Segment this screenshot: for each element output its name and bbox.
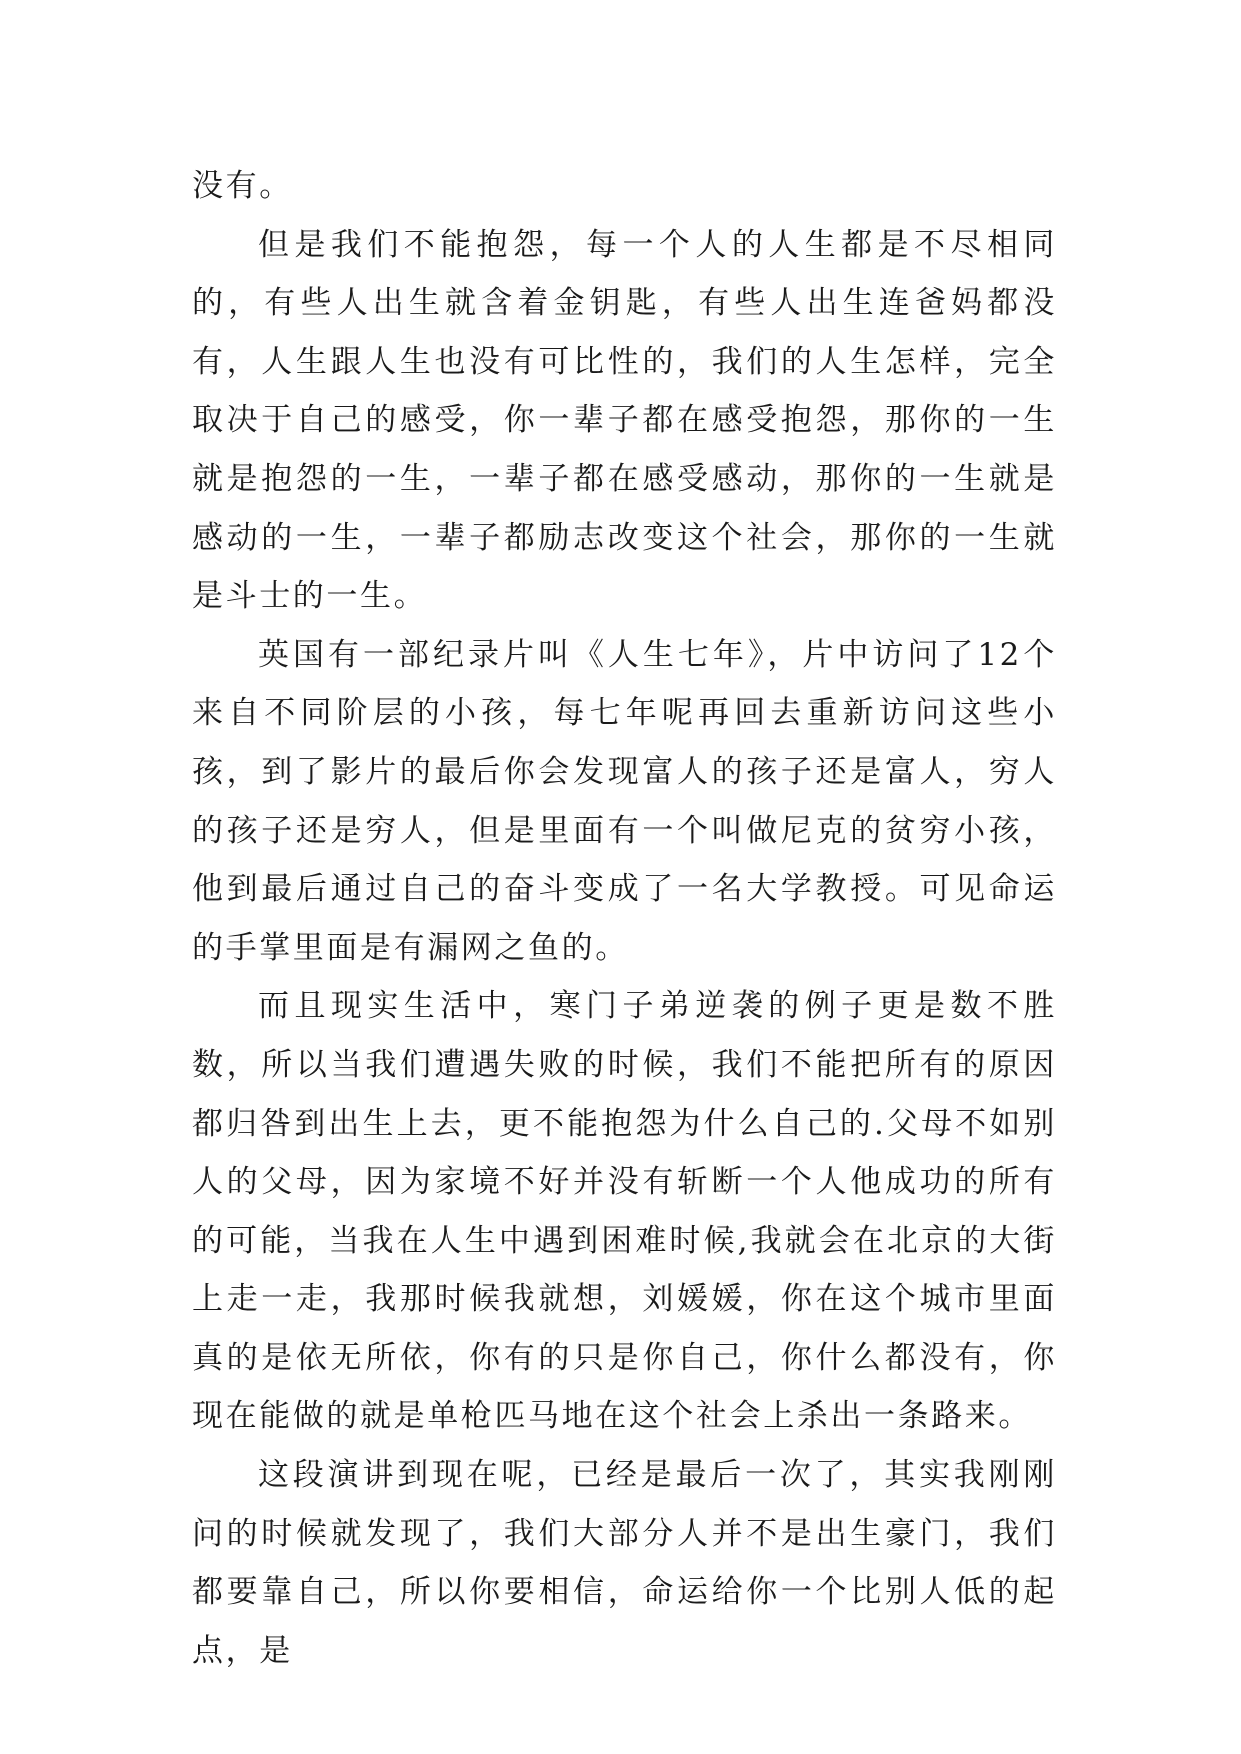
paragraph-continuation: 没有。: [192, 168, 293, 204]
paragraph-complaint: 但是我们不能抱怨，每一个人的人生都是不尽相同的，有些人出生就含着金钥匙，有些人出生连爸妈都没有，人生跟人生也没有可比性的，我们的人生怎样，完全取决于自己的感受，你一辈子都在感受抱怨，那你的一生就是抱怨的一生，一辈子都在感受感动，那你的一生就是感动的一生，一辈子都励志改变这个社会，那你的一生就是斗士的一生。: [192, 226, 1057, 615]
paragraph-closing: 这段演讲到现在呢，已经是最后一次了，其实我刚刚问的时候就发现了，我们大部分人并不是出生豪门，我们都要靠自己，所以你要相信，命运给你一个比别人低的起点，是: [192, 1457, 1057, 1669]
body-text: [192, 157, 1057, 1680]
paragraph-real-life: 而且现实生活中，寒门子弟逆袭的例子更是数不胜数，所以当我们遭遇失败的时候，我们不能把所有的原因都归咎到出生上去，更不能抱怨为什么自己的.父母不如别人的父母，因为家境不好并没有斩断一个人他成功的所有的可能，当我在人生中遇到困难时候,我就会在北京的大街上走一走，我那时候我就想，刘媛媛，你在这个城市里面真的是依无所依，你有的只是你自己，你什么都没有，你现在能做的就是单枪匹马地在这个社会上杀出一条路来。: [192, 988, 1057, 1435]
paragraph-seven-up: 英国有一部纪录片叫《人生七年》，片中访问了12个来自不同阶层的小孩，每七年呢再回去重新访问这些小孩，到了影片的最后你会发现富人的孩子还是富人，穷人的孩子还是穷人，但是里面有一个叫做尼克的贫穷小孩，他到最后通过自己的奋斗变成了一名大学教授。可见命运的手掌里面是有漏网之鱼的。: [192, 636, 1057, 966]
